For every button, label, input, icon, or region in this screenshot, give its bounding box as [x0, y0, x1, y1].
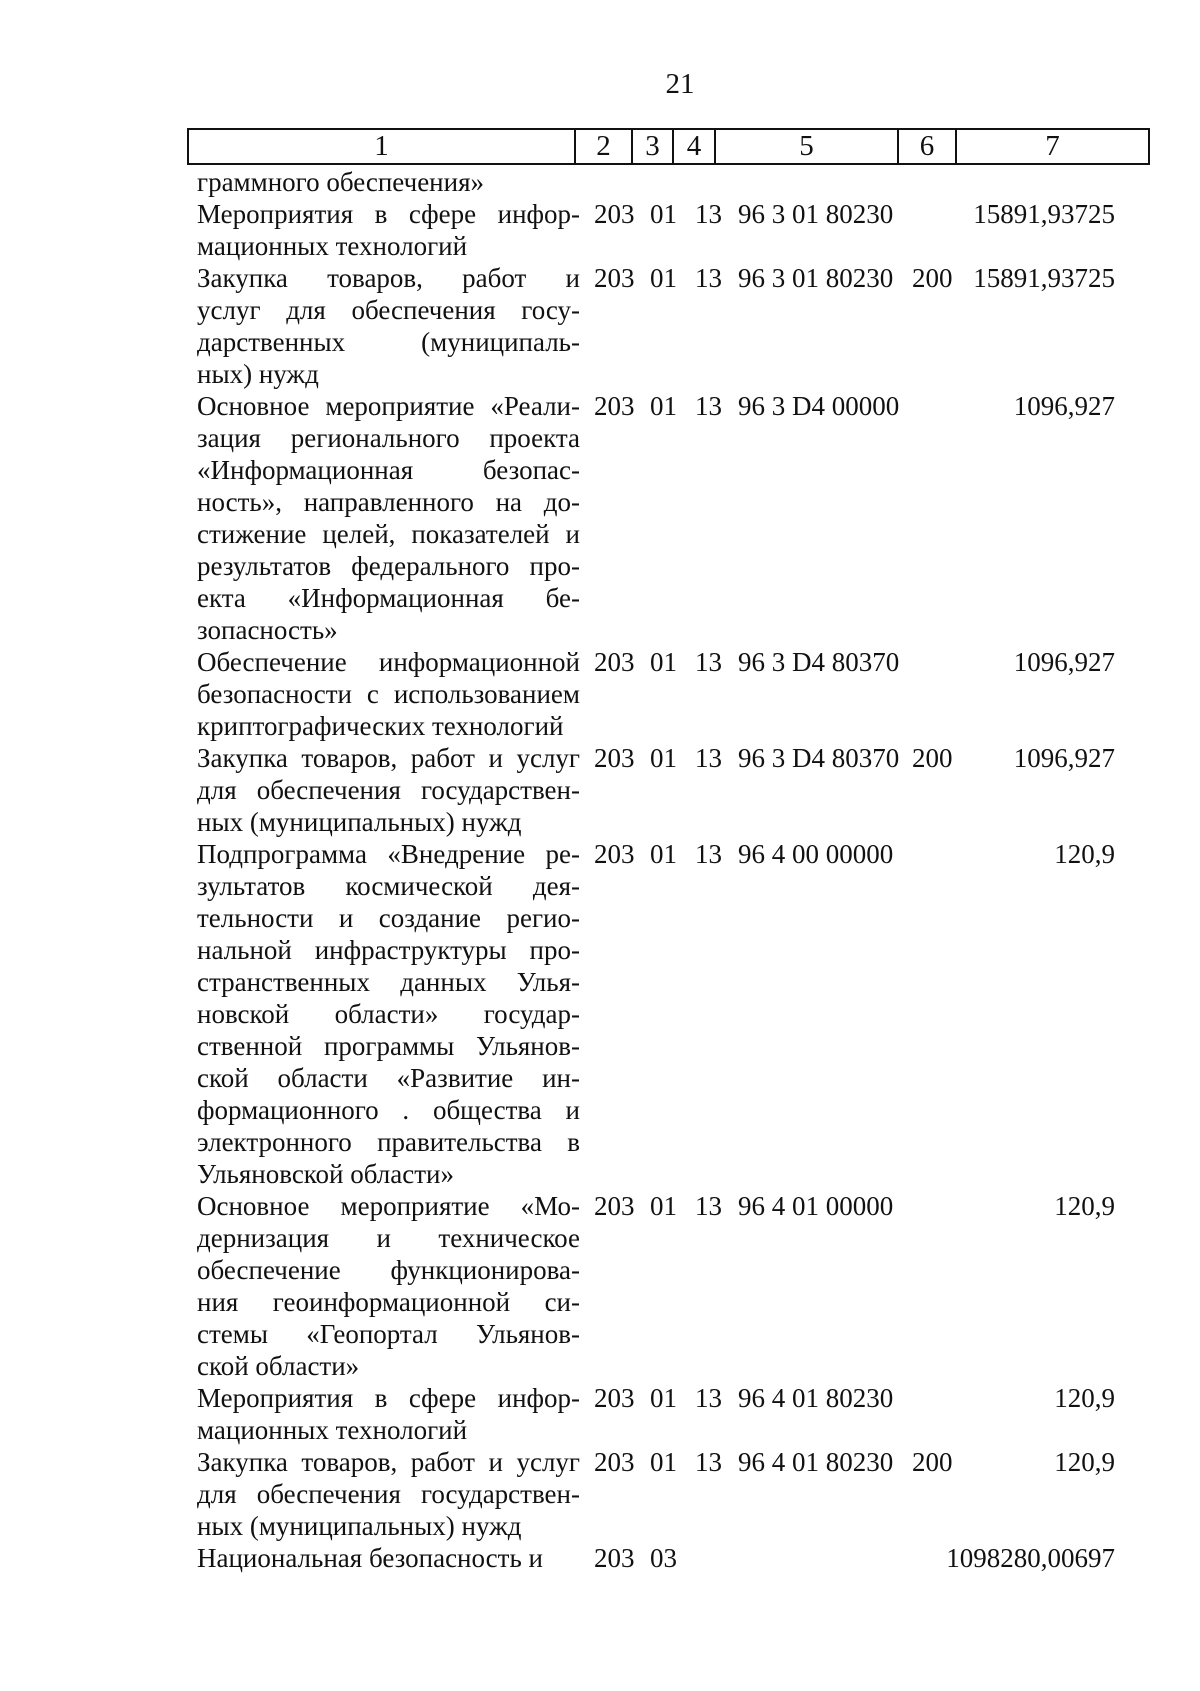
code-column-3: 01 [650, 1383, 677, 1413]
description-line: Мероприятия в сфере инфор- [197, 1383, 580, 1413]
description-line: Ульяновской области» [197, 1159, 455, 1189]
description-line: услуг для обеспечения госу- [197, 295, 580, 325]
code-column-5: 96 4 00 00000 [738, 839, 894, 869]
code-column-6: 200 [912, 743, 953, 773]
code-column-5: 96 3 D4 00000 [738, 391, 900, 421]
amount-column-7: 1096,927 [1013, 647, 1115, 677]
code-column-4: 13 [695, 391, 722, 421]
code-column-4: 13 [695, 1383, 722, 1413]
amount-column-7: 1098280,00697 [946, 1543, 1115, 1573]
code-column-5: 96 4 01 80230 [738, 1447, 894, 1477]
description-line: зопасность» [197, 615, 338, 645]
description-line: дернизация и техническое [197, 1223, 580, 1253]
description-line: зация регионального проекта [197, 423, 580, 453]
code-column-2: 203 [594, 743, 635, 773]
description-line: мационных технологий [197, 231, 468, 261]
description-line: Подпрограмма «Внедрение ре- [197, 839, 580, 869]
row-description [197, 1542, 580, 1574]
row-description [197, 838, 580, 1190]
description-line: ность», направленного на до- [197, 487, 580, 517]
description-line: Закупка товаров, работ и услуг [197, 743, 580, 773]
amount-column-7: 1096,927 [1013, 391, 1115, 421]
description-line: ных (муниципальных) нужд [197, 1511, 522, 1541]
row-description [197, 1446, 580, 1542]
description-line: Основное мероприятие «Реали- [197, 391, 580, 421]
column-header-4: 4 [673, 129, 715, 164]
description-line: Мероприятия в сфере инфор- [197, 199, 580, 229]
code-column-3: 01 [650, 263, 677, 293]
code-column-2: 203 [594, 839, 635, 869]
description-line: ных) нужд [197, 359, 319, 389]
code-column-3: 01 [650, 647, 677, 677]
description-line: результатов федерального про- [197, 551, 580, 581]
amount-column-7: 120,9 [1054, 1383, 1115, 1413]
code-column-5: 96 3 D4 80370 [738, 743, 900, 773]
description-line: обеспечение функционирова- [197, 1255, 580, 1285]
code-column-5: 96 3 01 80230 [738, 199, 894, 229]
row-description [197, 166, 580, 198]
amount-column-7: 120,9 [1054, 1447, 1115, 1477]
description-line: ской области «Развитие ин- [197, 1063, 580, 1093]
code-column-3: 01 [650, 391, 677, 421]
code-column-3: 03 [650, 1543, 677, 1573]
description-line: «Информационная безопас- [197, 455, 580, 485]
code-column-4: 13 [695, 647, 722, 677]
column-header-1: 1 [188, 129, 575, 164]
description-line: электронного правительства в [197, 1127, 580, 1157]
description-line: ных (муниципальных) нужд [197, 807, 522, 837]
description-line: безопасности с использованием [197, 679, 580, 709]
code-column-3: 01 [650, 199, 677, 229]
code-column-3: 01 [650, 1191, 677, 1221]
amount-column-7: 120,9 [1054, 839, 1115, 869]
description-line: дарственных (муниципаль- [197, 327, 580, 357]
code-column-5: 96 3 01 80230 [738, 263, 894, 293]
description-line: Закупка товаров, работ и услуг [197, 1447, 580, 1477]
page-number: 21 [665, 68, 695, 100]
description-line: граммного обеспечения» [197, 167, 484, 197]
row-description [197, 1190, 580, 1382]
code-column-4: 13 [695, 1191, 722, 1221]
row-description [197, 390, 580, 646]
description-line: зультатов космической дея- [197, 871, 580, 901]
description-line: Закупка товаров, работ и [197, 263, 580, 293]
description-line: ской области» [197, 1351, 360, 1381]
code-column-3: 01 [650, 1447, 677, 1477]
description-line: ственной программы Ульянов- [197, 1031, 580, 1061]
description-line: для обеспечения государствен- [197, 1479, 580, 1509]
row-description [197, 1382, 580, 1446]
code-column-5: 96 3 D4 80370 [738, 647, 900, 677]
description-line: нальной инфраструктуры про- [197, 935, 580, 965]
column-header-6: 6 [898, 129, 956, 164]
code-column-2: 203 [594, 199, 635, 229]
description-line: Обеспечение информационной [197, 647, 580, 677]
description-line: для обеспечения государствен- [197, 775, 580, 805]
code-column-2: 203 [594, 263, 635, 293]
description-line: странственных данных Улья- [197, 967, 580, 997]
description-line: екта «Информационная бе- [197, 583, 580, 613]
description-line: формационного . общества и [197, 1095, 580, 1125]
description-line: мационных технологий [197, 1415, 468, 1445]
amount-column-7: 15891,93725 [973, 199, 1115, 229]
column-header-5: 5 [715, 129, 898, 164]
description-line: тельности и создание регио- [197, 903, 580, 933]
description-line: Национальная безопасность и [197, 1543, 543, 1573]
amount-column-7: 15891,93725 [973, 263, 1115, 293]
description-line: стемы «Геопортал Ульянов- [197, 1319, 580, 1349]
code-column-4: 13 [695, 839, 722, 869]
code-column-3: 01 [650, 743, 677, 773]
amount-column-7: 1096,927 [1013, 743, 1115, 773]
description-line: новской области» государ- [197, 999, 580, 1029]
code-column-5: 96 4 01 00000 [738, 1191, 894, 1221]
code-column-4: 13 [695, 263, 722, 293]
code-column-3: 01 [650, 839, 677, 869]
amount-column-7: 120,9 [1054, 1191, 1115, 1221]
description-line: Основное мероприятие «Мо- [197, 1191, 580, 1221]
column-header-2: 2 [575, 129, 632, 164]
row-description [197, 646, 580, 742]
code-column-2: 203 [594, 1447, 635, 1477]
code-column-2: 203 [594, 1543, 635, 1573]
code-column-4: 13 [695, 199, 722, 229]
column-header-7: 7 [956, 129, 1149, 164]
column-header-3: 3 [632, 129, 673, 164]
description-line: ния геоинформационной си- [197, 1287, 580, 1317]
code-column-4: 13 [695, 743, 722, 773]
description-line: стижение целей, показателей и [197, 519, 580, 549]
code-column-5: 96 4 01 80230 [738, 1383, 894, 1413]
code-column-6: 200 [912, 1447, 953, 1477]
code-column-2: 203 [594, 391, 635, 421]
row-description [197, 262, 580, 390]
code-column-6: 200 [912, 263, 953, 293]
row-description [197, 198, 580, 262]
description-line: криптографических технологий [197, 711, 564, 741]
code-column-2: 203 [594, 647, 635, 677]
code-column-2: 203 [594, 1191, 635, 1221]
code-column-4: 13 [695, 1447, 722, 1477]
row-description [197, 742, 580, 838]
code-column-2: 203 [594, 1383, 635, 1413]
